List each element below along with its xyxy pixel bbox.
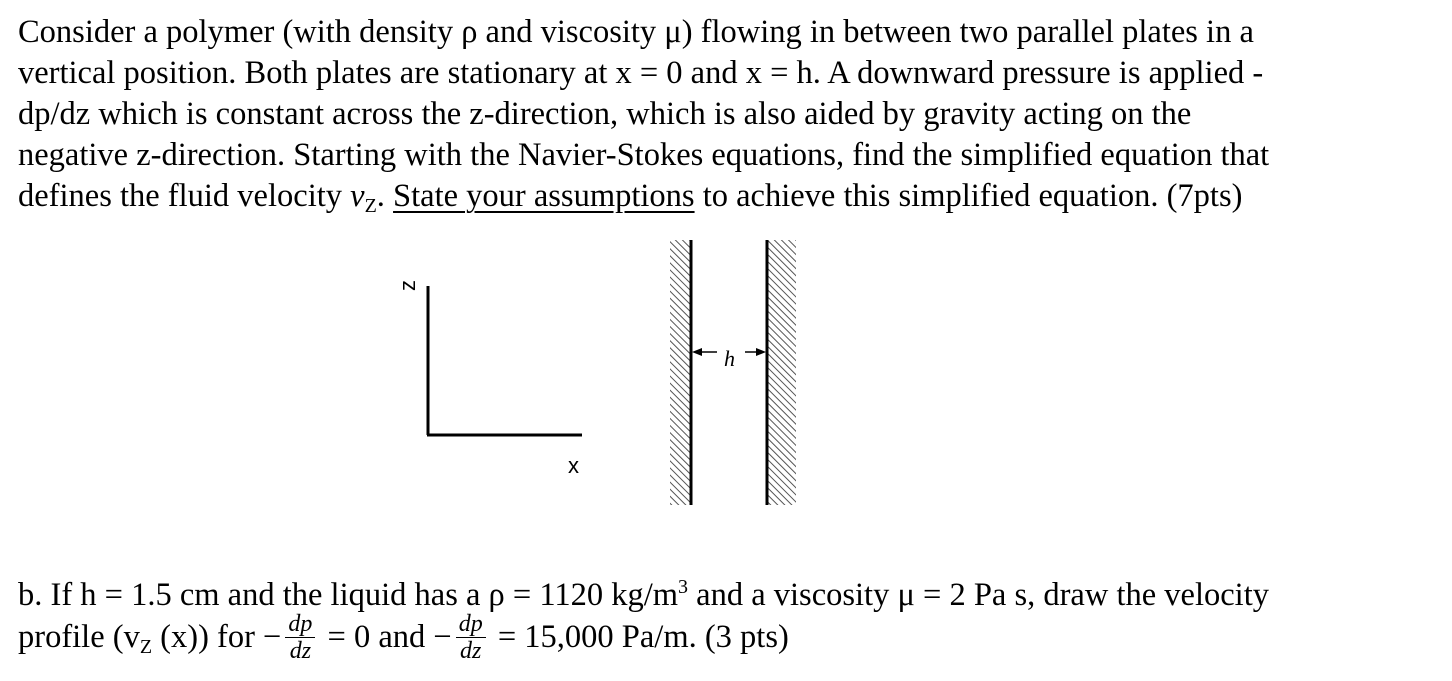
b-line-2-mid: (x)) for −	[152, 618, 282, 655]
b-line-1-pre: b. If h = 1.5 cm and the liquid has a ρ = 1120 kg/m	[18, 577, 679, 613]
right-plate	[767, 240, 796, 505]
dp-dz-fraction-2	[456, 611, 486, 664]
velocity-subscript: Z	[364, 195, 377, 217]
fraction-1-denominator: dz	[289, 638, 312, 664]
gap-dimension-h	[692, 346, 766, 371]
fraction-1-numerator: dp	[285, 611, 315, 638]
fraction-2-numerator: dp	[456, 611, 486, 638]
assumptions-underlined: State your assumptions	[393, 178, 695, 214]
b-line-2-pre: profile (v	[18, 618, 140, 655]
line-5-dot: .	[376, 178, 394, 214]
left-plate	[670, 240, 691, 505]
gap-label-h: h	[724, 346, 735, 371]
problem-a-line-2: vertical position. Both plates are stationary at x = 0 and x = h. A downward pressure is applied -	[18, 55, 1264, 91]
problem-b-line-1	[18, 565, 1269, 613]
problem-a-line-3: dp/dz which is constant across the z-direction, which is also aided by gravity acting on the	[18, 96, 1192, 132]
left-arrowhead	[692, 348, 702, 356]
line-5-pre: defines the fluid velocity	[18, 178, 351, 214]
dp-dz-fraction-1	[285, 611, 315, 664]
problem-a-line-4: negative z-direction. Starting with the Navier-Stokes equations, find the simplified equation that	[18, 137, 1270, 173]
b-line-2-eq1: = 0 and −	[319, 618, 452, 655]
line-5-post: to achieve this simplified equation. (7pts)	[694, 178, 1243, 214]
problem-b-line-2	[18, 613, 789, 673]
b-line-1-post: and a viscosity μ = 2 Pa s, draw the velocity	[688, 577, 1269, 613]
coordinate-axes	[395, 280, 582, 478]
right-arrowhead	[756, 348, 766, 356]
velocity-symbol: v	[350, 178, 365, 214]
b-velocity-subscript: Z	[139, 635, 153, 658]
b-line-2-eq2: = 15,000 Pa/m. (3 pts)	[489, 618, 789, 655]
x-axis-label: x	[568, 453, 579, 478]
left-plate-hatch	[670, 240, 690, 505]
parallel-plates-diagram	[0, 230, 1452, 520]
z-axis-label: z	[395, 280, 420, 291]
right-plate-hatch	[768, 240, 796, 505]
cubed-superscript: 3	[678, 576, 689, 598]
problem-a-line-5	[18, 176, 1438, 217]
problem-a-line-1: Consider a polymer (with density ρ and viscosity μ) flowing in between two parallel plates in a	[18, 14, 1254, 50]
problem-a-text	[18, 12, 1438, 217]
fraction-2-denominator: dz	[460, 638, 482, 664]
